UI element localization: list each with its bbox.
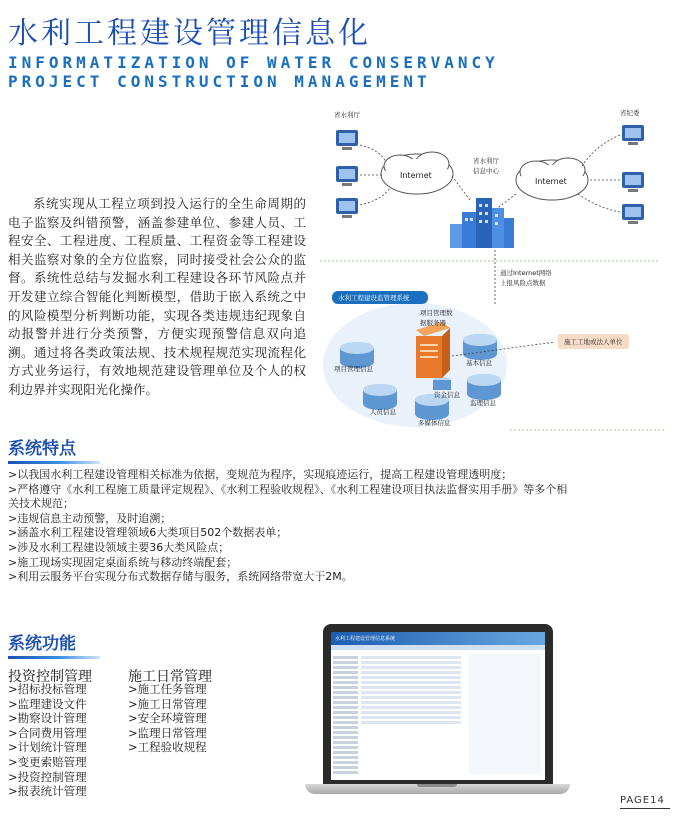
page-number: PAGE14	[620, 795, 665, 806]
section-underline	[8, 461, 100, 464]
function-item: >施工日常管理	[128, 696, 207, 711]
feature-item: >涉及水利工程建设领域主要36大类风险点；	[8, 540, 230, 554]
computer-icon	[622, 125, 644, 224]
internet-left-label: Internet	[400, 171, 432, 180]
function-item: >计划统计管理	[8, 740, 87, 755]
function-item: >报表统计管理	[8, 784, 87, 799]
system-label: 水利工程建设监管理系统	[338, 294, 410, 302]
function-item: >投资控制管理	[8, 769, 87, 784]
building-icon	[450, 198, 514, 248]
function-item: >安全环境管理	[128, 711, 207, 726]
feature-item: >以我国水利工程建设管理相关标准为依据，变规范为程序，实现痕迹运行，提高工程建设管理透明度；	[8, 468, 513, 481]
features-list	[8, 468, 568, 585]
function-item: >工程验收规程	[128, 740, 207, 755]
laptop-illustration	[305, 620, 570, 805]
server-label-line1: 项目管理数	[420, 309, 453, 317]
function-item: >勘察设计管理	[8, 711, 87, 726]
page-title: 水利工程建设管理信息化	[8, 16, 371, 51]
feature-item: >施工现场实现固定桌面系统与移动终端配套；	[8, 555, 238, 569]
subtitle-line-2: PROJECT CONSTRUCTION MANAGEMENT	[8, 72, 431, 91]
function-item: >合同费用管理	[8, 725, 87, 740]
db-label: 人员信息	[370, 408, 396, 416]
app-content	[361, 654, 461, 774]
feature-item: >严格遵守《水利工程施工质量评定规程》、《水利工程验收规程》、《水利工程建设项目执法监督实用手册》等多个相关技术规范；	[8, 482, 568, 511]
server-label-line2: 据服务器	[420, 319, 446, 327]
app-screenshot	[331, 632, 545, 780]
function-item: >变更索赔管理	[8, 754, 87, 769]
section-functions-heading	[8, 629, 100, 659]
center-label-line2: 信息中心	[473, 167, 499, 175]
feature-item: >涵盖水利工程建设管理领域6大类项目502个数据表单；	[8, 526, 288, 540]
db-label: 基本信息	[466, 359, 492, 367]
upload-label-line2: 上报风险点数据	[500, 279, 546, 287]
laptop-screen	[323, 624, 553, 784]
function-column-title: 施工日常管理	[128, 669, 212, 685]
page-number-underline	[620, 808, 670, 809]
app-title: 水利工程建设管理信息系统	[331, 632, 545, 645]
left-office-label: 省水利厅	[334, 111, 360, 119]
section-features-heading	[8, 434, 100, 464]
section-features-title: 系统特点	[8, 439, 76, 459]
subtitle-line-1: INFORMATIZATION OF WATER CONSERVANCY	[8, 53, 499, 72]
app-sidebar	[333, 654, 358, 774]
function-column-title: 投资控制管理	[8, 669, 92, 685]
network-diagram-graphic	[320, 100, 670, 435]
site-unit-box: 施工工地或法人单位	[558, 334, 629, 349]
feature-item: >利用云服务平台实现分布式数据存储与服务，系统网络带宽大于2M。	[8, 570, 353, 584]
function-item: >招标投标管理	[8, 682, 87, 696]
section-underline	[8, 656, 100, 659]
laptop-notch	[417, 784, 457, 787]
computer-icon	[336, 130, 358, 218]
app-side-panel	[469, 654, 541, 774]
function-column-list	[8, 682, 87, 799]
function-item: >施工任务管理	[128, 682, 207, 696]
db-label: 多媒体信息	[418, 419, 451, 427]
feature-item: >违规信息主动预警，及时追溯；	[8, 511, 172, 525]
intro-paragraph: 系统实现从工程立项到投入运行的全生命周期的电子监察及纠错预警，涵盖参建单位、参建人员、工程安全、工程进度、工程质量、工程资金等工程建设相关监察对象的全方位监察，同时接受社会公众的监督。系统性总结与发掘水利工程建设各环节风险点并开发建立综合智能化判断模型，借助于嵌入系统之中的风险模型分析判断功能，实现各类违规违纪现象自动报警并进行分类预警，方便实现预警信息双向追溯。通过将各类政策法规、技术规程规范实现流程化方式业务运行，有效地规范建设管理单位及个人的权利边界并实现阳光化操作。	[8, 196, 306, 397]
right-office-label: 省纪委	[620, 109, 640, 117]
internet-right-label: Internet	[535, 177, 567, 186]
db-label: 资金信息	[434, 391, 460, 399]
db-label: 监理信息	[470, 399, 496, 407]
page-subtitle	[8, 53, 499, 91]
function-item: >监理建设文件	[8, 696, 87, 711]
db-label: 项目管理信息	[334, 365, 373, 373]
function-column-list	[128, 682, 207, 755]
app-toolbar	[331, 645, 545, 650]
center-label-line1: 省水利厅	[473, 157, 499, 165]
upload-label-line1: 通过Internet网络	[500, 269, 552, 277]
network-diagram	[320, 100, 670, 435]
section-functions-title: 系统功能	[8, 634, 76, 654]
function-item: >监理日常管理	[128, 725, 207, 740]
